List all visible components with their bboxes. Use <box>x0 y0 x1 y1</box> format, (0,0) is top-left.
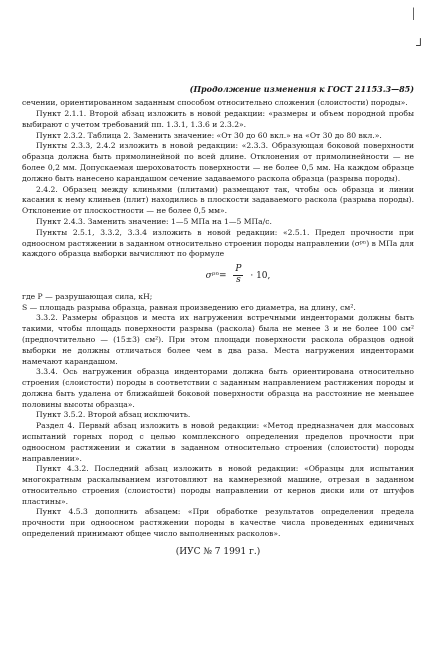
formula-numerator: P <box>235 264 242 275</box>
paragraph-6: Пункт 2.4.3. Заменить значение: 1—5 МПа на 1—5 МПа/с. <box>36 216 272 226</box>
strength-formula <box>62 265 414 286</box>
document-body <box>22 84 414 559</box>
document-header: (Продолжение изменения к ГОСТ 21153.3—85) <box>189 84 414 94</box>
paragraph-9: 3.3.4. Ось нагружения образца инденторами должна быть ориентирована относительно строения (слоистости) породы в соответствии с заданным направлением растяжения породы и должна быть удалена от ближайшей боковой поверхности образца на расстояние не меньшее половины высоты образца». <box>22 367 414 409</box>
page-mark-corner: ┘ <box>416 38 425 52</box>
paragraph-2: Пункт 2.1.1. Второй абзац изложить в новой редакции: «размеры и объем породной пробы выбирают с учетом требований пп. 1.3.1, 1.3.6 и 2.3.2». <box>22 109 414 129</box>
formula-denominator: s <box>236 274 241 285</box>
paragraph-10: Пункт 3.5.2. Второй абзац исключить. <box>36 410 191 420</box>
paragraph-8: 3.3.2. Размеры образцов и места их нагружения встречными инденторами должны быть такими, чтобы площадь поверхности разрыва (раскола) была не менее 3 и не более 100 см² (предпочтительно — (15±3) см²). При этом площади поверхности раскола образцов одной выборки не должны отличаться более чем в два раза. Места нагружения инденторами намечают карандашом. <box>22 313 414 366</box>
formula-fraction <box>233 265 243 286</box>
paragraph-1: сечении, ориентированном заданным способом относительно сложения (слоистости) породы». <box>22 98 408 108</box>
paragraph-13: Пункт 4.5.3 дополнить абзацем: «При обработке результатов определения предела прочности при одноосном растяжении породы в качестве числа проведенных единичных определений принимают общее число выполненных расколов». <box>22 507 414 539</box>
definition-s: S — площадь разрыва образца, равная произведению его диаметра, на длину, см². <box>22 302 356 312</box>
ius-reference: (ИУС № 7 1991 г.) <box>175 546 261 557</box>
formula-factor: · 10, <box>250 270 271 281</box>
formula-lhs: σᵖⁿ= <box>205 270 227 281</box>
paragraph-5: 2.4.2. Образец между клиньями (плитами) размещают так, чтобы ось образца и линии касания к нему клиньев (плит) находились в плоскости задаваемого раскола (разрыва породы). Отклонение от плоскостности — не более 0,5 мм». <box>22 184 414 216</box>
paragraph-12: Пункт 4.3.2. Последний абзац изложить в новой редакции: «Образцы для испытания многократным раскалыванием изготовляют на камнерезной машине, отрезая в заданном относительно строения (слоистости) породы направлении от кернов диски или от штуфов пластины». <box>22 464 414 506</box>
definition-p: где P — разрушающая сила, кН; <box>22 291 153 301</box>
paragraph-11: Раздел 4. Первый абзац изложить в новой редакции: «Метод предназначен для массовых испытаний горных пород с целью комплексного определения пределов прочности при одноосном растяжении и сжатии в заданном относительно строения (слоистости) породы направлении». <box>22 421 414 463</box>
paragraph-7: Пункты 2.5.1, 3.3.2, 3.3.4 изложить в новой редакции: «2.5.1. Предел прочности при одноосном растяжении в заданном относительно строения породы направлении (σᵖⁿ) в МПа для каждого образца выборки вычисляют по формуле <box>22 227 414 259</box>
paragraph-3: Пункт 2.3.2. Таблица 2. Заменить значение: «От 30 до 60 вкл.» на «От 30 до 80 вкл.». <box>36 130 382 140</box>
page-mark-top: | <box>412 6 415 21</box>
paragraph-4: Пункты 2.3.3, 2.4.2 изложить в новой редакции: «2.3.3. Образующая боковой поверхности образца должна быть прямолинейной по всей длине. Отклонения от прямолинейности — не более 0,2 мм. Допускаемая шероховатость поверхности — не более 0,5 мм. На каждом образце должно быть нанесено карандашом сечение задаваемого раскола образца (разрыва породы). <box>22 141 414 183</box>
